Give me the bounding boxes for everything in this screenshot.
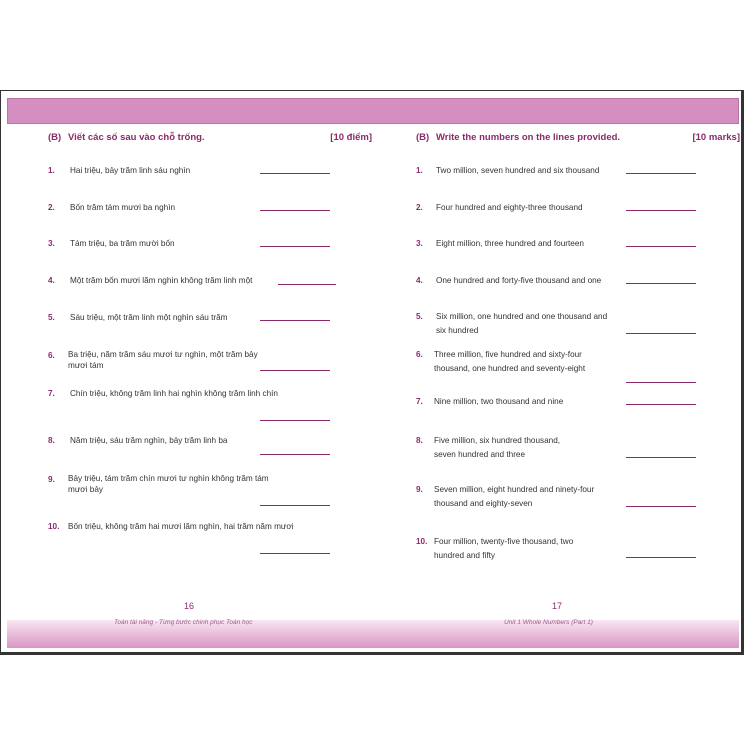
item-text: Six million, one hundred and one thousand and six hundred xyxy=(436,312,608,335)
item-number: 5. xyxy=(416,312,423,321)
left-section-title: Viết các số sau vào chỗ trống. xyxy=(68,132,205,143)
answer-line[interactable] xyxy=(278,284,336,285)
right-section-header xyxy=(416,132,740,146)
item-text: Bốn triệu, không trăm hai mươi lăm nghìn, hai trăm năm mươi xyxy=(68,522,294,531)
item-number: 8. xyxy=(416,436,423,445)
item-text: One hundred and forty-five thousand and one xyxy=(436,276,602,285)
right-section-marks: [10 marks] xyxy=(692,132,740,143)
item-number: 3. xyxy=(48,239,55,248)
right-section-label: (B) xyxy=(416,132,430,143)
item-number: 3. xyxy=(416,239,423,248)
item-number: 2. xyxy=(416,203,423,212)
answer-line[interactable] xyxy=(626,382,696,383)
item-text: Năm triệu, sáu trăm nghìn, bảy trăm linh ba xyxy=(70,436,228,445)
item-text: Four hundred and eighty-three thousand xyxy=(436,203,583,212)
right-section-title: Write the numbers on the lines provided. xyxy=(436,132,621,143)
item-number: 2. xyxy=(48,203,55,212)
item-number: 4. xyxy=(416,276,423,285)
top-band xyxy=(7,98,739,124)
answer-line[interactable] xyxy=(626,557,696,558)
answer-line[interactable] xyxy=(260,420,330,421)
answer-line[interactable] xyxy=(626,283,696,284)
item-text: Sáu triệu, một trăm linh một nghìn sáu trăm xyxy=(70,313,228,322)
item-text: Seven million, eight hundred and ninety-four thousand and eighty-seven xyxy=(434,485,595,508)
answer-line[interactable] xyxy=(260,210,330,211)
item-text: Hai triệu, bảy trăm linh sáu nghìn xyxy=(70,166,191,175)
item-number: 6. xyxy=(48,351,55,360)
answer-line[interactable] xyxy=(626,457,696,458)
left-section-label: (B) xyxy=(48,132,62,143)
item-text: Nine million, two thousand and nine xyxy=(434,397,564,406)
left-page-number: 16 xyxy=(184,601,195,611)
item-number: 9. xyxy=(416,485,423,494)
item-number: 6. xyxy=(416,350,423,359)
item-text: Bảy triệu, tám trăm chín mươi tư nghìn không trăm tám mươi bảy xyxy=(68,474,269,494)
answer-line[interactable] xyxy=(626,210,696,211)
item-number: 8. xyxy=(48,436,55,445)
item-number: 7. xyxy=(48,389,55,398)
answer-line[interactable] xyxy=(260,505,330,506)
answer-line[interactable] xyxy=(626,333,696,334)
item-number: 7. xyxy=(416,397,423,406)
left-page xyxy=(40,124,380,634)
item-number: 4. xyxy=(48,276,55,285)
right-footer-text: Unit 1 Whole Numbers (Part 1) xyxy=(504,619,593,626)
answer-line[interactable] xyxy=(626,246,696,247)
item-text: Chín triệu, không trăm linh hai nghìn không trăm linh chín xyxy=(70,389,278,398)
item-number: 10. xyxy=(48,522,60,531)
left-footer-text: Toán tài năng - Từng bước chinh phục Toán học xyxy=(114,619,253,626)
answer-line[interactable] xyxy=(260,173,330,174)
item-number: 9. xyxy=(48,475,55,484)
item-text: Một trăm bốn mươi lăm nghìn không trăm linh một xyxy=(70,276,253,285)
answer-line[interactable] xyxy=(626,506,696,507)
answer-line[interactable] xyxy=(626,404,696,405)
answer-line[interactable] xyxy=(626,173,696,174)
item-text: Ba triệu, năm trăm sáu mươi tư nghìn, một trăm bảy mươi tám xyxy=(68,350,258,370)
item-text: Five million, six hundred thousand, seven hundred and three xyxy=(434,436,561,459)
item-text: Four million, twenty-five thousand, two hundred and fifty xyxy=(434,537,574,560)
item-text: Tám triệu, ba trăm mười bốn xyxy=(70,239,175,248)
answer-line[interactable] xyxy=(260,553,330,554)
item-number: 1. xyxy=(48,166,55,175)
left-section-marks: [10 điểm] xyxy=(330,132,372,143)
left-section-header xyxy=(48,132,372,146)
answer-line[interactable] xyxy=(260,246,330,247)
answer-line[interactable] xyxy=(260,320,330,321)
item-text: Three million, five hundred and sixty-four thousand, one hundred and seventy-eight xyxy=(434,350,586,373)
item-text: Bốn trăm tám mươi ba nghìn xyxy=(70,203,176,212)
item-number: 5. xyxy=(48,313,55,322)
item-number: 10. xyxy=(416,537,428,546)
right-page xyxy=(408,124,748,634)
item-text: Two million, seven hundred and six thousand xyxy=(436,166,600,175)
answer-line[interactable] xyxy=(260,454,330,455)
item-number: 1. xyxy=(416,166,423,175)
item-text: Eight million, three hundred and fourteen xyxy=(436,239,584,248)
right-page-number: 17 xyxy=(552,601,563,611)
answer-line[interactable] xyxy=(260,370,330,371)
